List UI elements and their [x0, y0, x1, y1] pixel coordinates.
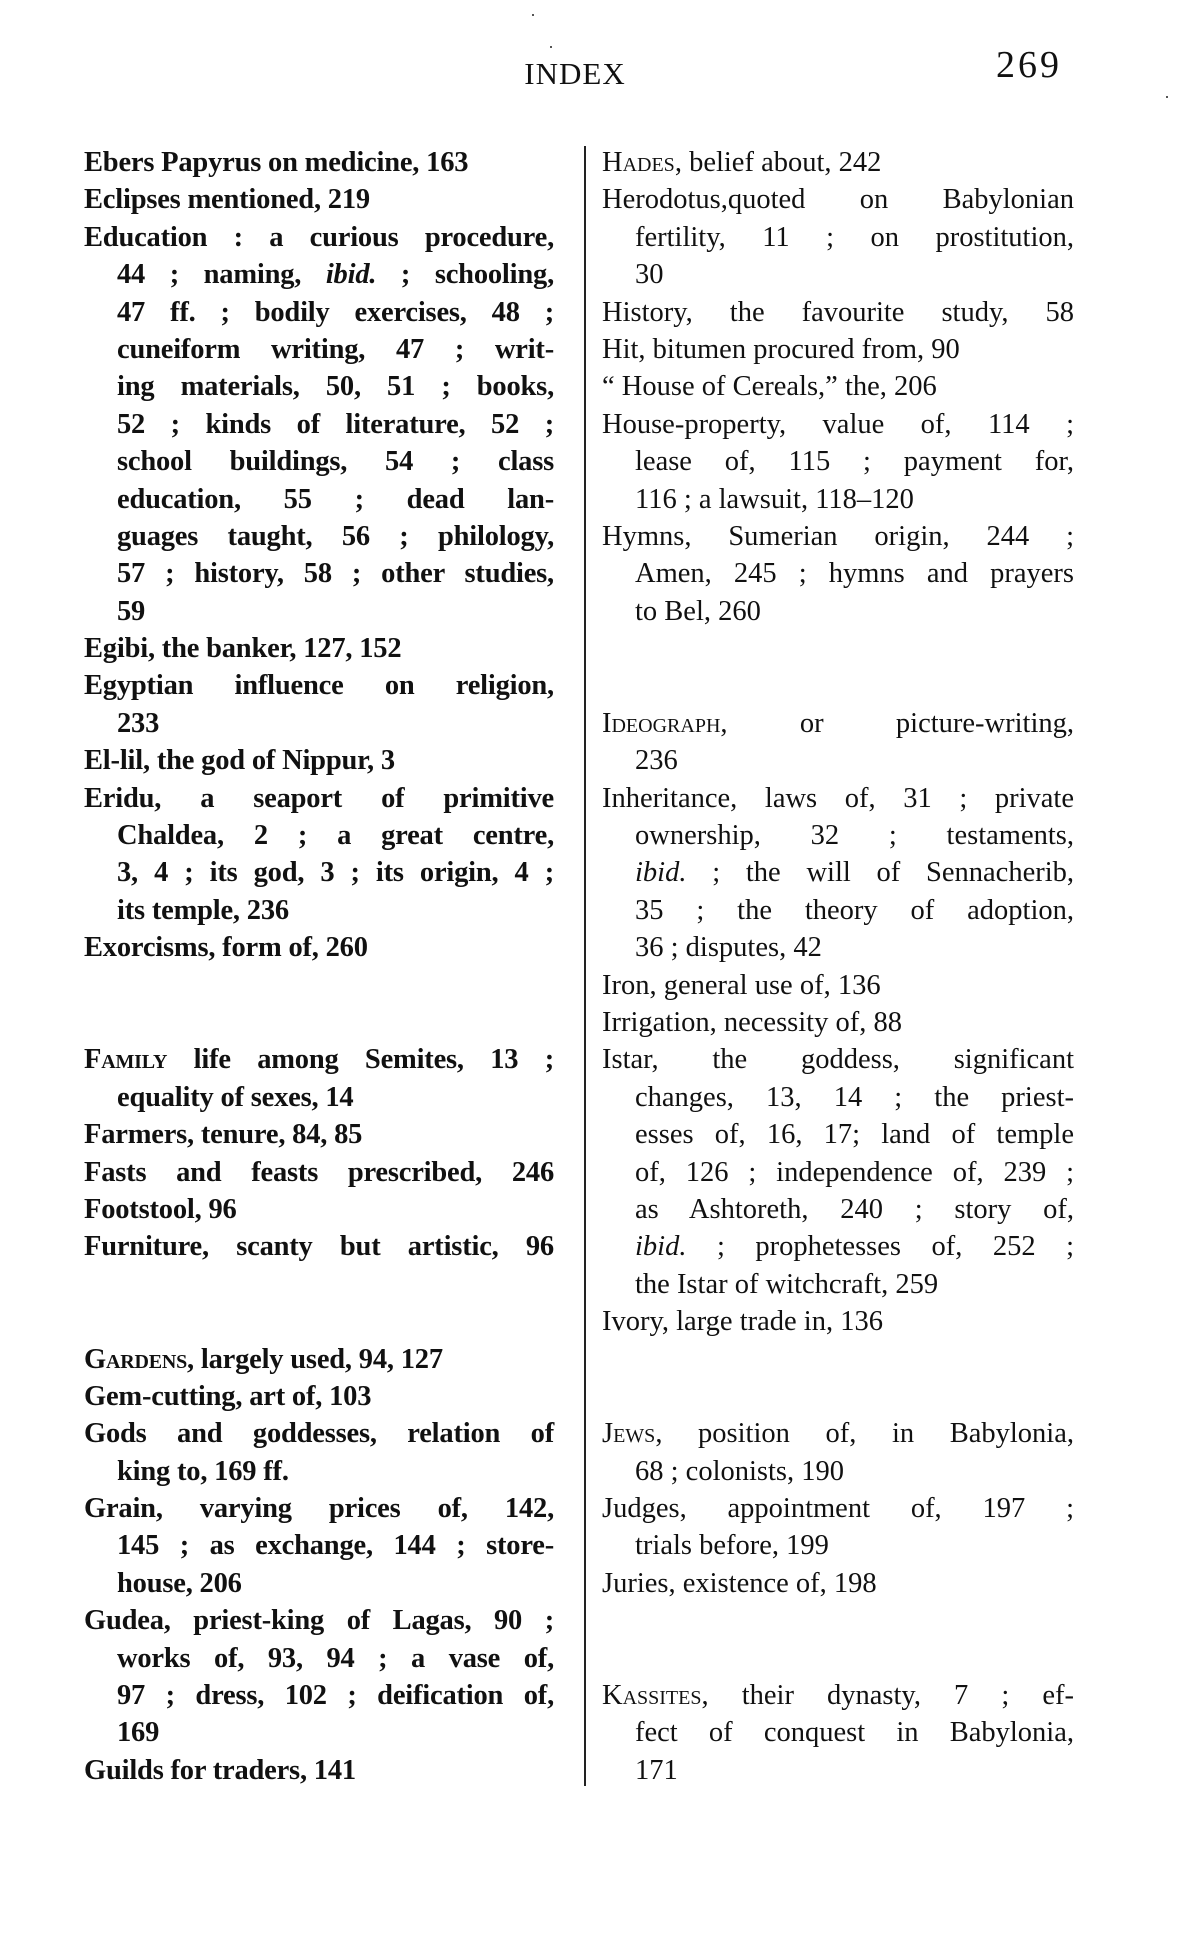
index-entry-continuation — [84, 256, 554, 293]
index-entry-continuation: 59 — [117, 595, 146, 627]
index-entry-continuation: house, 206 — [117, 1567, 242, 1599]
index-entry-continuation: king to, 169 ff. — [117, 1455, 289, 1487]
index-entry-heading: Inheritance, laws of, 31 ; private — [602, 782, 1074, 814]
index-entry-continuation: its temple, 236 — [117, 894, 289, 926]
index-entry-heading: Eridu, a seaport of primitive — [84, 782, 554, 814]
page-number: 269 — [996, 44, 1062, 86]
index-column-right — [602, 144, 1074, 1789]
index-entry-continuation: 36 ; disputes, 42 — [635, 932, 822, 964]
index-entry-continuation: ing materials, 50, 51 ; books, — [117, 371, 554, 403]
index-headword: Hades — [602, 147, 675, 178]
index-entry-heading: Gem-cutting, art of, 103 — [84, 1380, 372, 1412]
blank-line — [84, 1303, 554, 1340]
index-entry-continuation: Amen, 245 ; hymns and prayers — [635, 558, 1074, 590]
index-entry-heading: Farmers, tenure, 84, 85 — [84, 1119, 363, 1151]
index-entry-continuation: 47 ff. ; bodily exercises, 48 ; — [117, 296, 554, 328]
index-entry-heading: History, the favourite study, 58 — [602, 296, 1074, 328]
index-entry-heading: Grain, varying prices of, 142, — [84, 1493, 554, 1525]
index-entry-heading: El-lil, the god of Nippur, 3 — [84, 745, 395, 777]
index-entry-continuation: cuneiform writing, 47 ; writ- — [117, 333, 554, 365]
entry-text: ; prophetesses of, 252 ; — [686, 1231, 1074, 1263]
index-entry-heading: Furniture, scanty but artistic, 96 — [84, 1231, 554, 1263]
index-entry-heading: Egyptian influence on religion, — [84, 670, 554, 702]
ibid-reference: ibid. — [635, 857, 687, 889]
index-entry-heading: Egibi, the banker, 127, 152 — [84, 633, 402, 665]
index-entry-heading: Juries, existence of, 198 — [602, 1567, 877, 1599]
index-entry-heading: Ivory, large trade in, 136 — [602, 1306, 883, 1338]
index-entry-heading — [602, 144, 1074, 181]
index-entry-continuation: 145 ; as exchange, 144 ; store- — [117, 1530, 554, 1562]
index-entry-continuation: trials before, 199 — [635, 1530, 829, 1562]
index-entry-heading: Guilds for traders, 141 — [84, 1754, 356, 1786]
blank-line — [602, 1602, 1074, 1639]
index-entry-continuation: 116 ; a lawsuit, 118–120 — [635, 483, 914, 515]
index-entry-continuation: the Istar of witchcraft, 259 — [635, 1268, 939, 1300]
ibid-reference: ibid. — [325, 259, 377, 291]
index-column-left — [84, 144, 554, 1789]
index-entry-continuation: 3, 4 ; its god, 3 ; its origin, 4 ; — [117, 857, 554, 889]
column-divider — [584, 146, 586, 1786]
blank-line — [602, 667, 1074, 704]
blank-line — [84, 967, 554, 1004]
index-entry-heading — [602, 705, 1074, 742]
entry-text: , position of, in Babylonia, — [655, 1418, 1074, 1450]
index-entry-continuation: 236 — [635, 745, 678, 777]
index-entry-heading: Iron, general use of, 136 — [602, 969, 881, 1001]
index-entry-continuation: changes, 13, 14 ; the priest- — [635, 1081, 1074, 1113]
index-entry-continuation — [602, 854, 1074, 891]
index-entry-heading: Hit, bitumen procured from, 90 — [602, 333, 960, 365]
index-entry-heading — [84, 1341, 554, 1378]
index-entry-heading: Herodotus,quoted on Babylonian — [602, 184, 1074, 216]
index-entry-heading: Hymns, Sumerian origin, 244 ; — [602, 520, 1074, 552]
index-entry-heading: Fasts and feasts prescribed, 246 — [84, 1156, 554, 1188]
print-speck — [532, 14, 534, 16]
print-speck — [550, 46, 552, 48]
index-entry-continuation: esses of, 16, 17; land of temple — [635, 1119, 1074, 1151]
blank-line — [602, 1341, 1074, 1378]
index-headword: Jews — [602, 1418, 656, 1450]
index-entry-heading: Istar, the goddess, significant — [602, 1044, 1074, 1076]
index-entry-continuation: guages taught, 56 ; philology, — [117, 520, 554, 552]
index-headword: Gardens — [84, 1343, 188, 1375]
index-entry-continuation: 57 ; history, 58 ; other studies, — [117, 558, 554, 590]
entry-text: ; schooling, — [376, 259, 554, 291]
index-entry-heading: Gods and goddesses, relation of — [84, 1418, 554, 1450]
index-entry-heading: House-property, value of, 114 ; — [602, 408, 1074, 440]
index-entry-continuation: 68 ; colonists, 190 — [635, 1455, 845, 1487]
index-entry-continuation: 52 ; kinds of literature, 52 ; — [117, 408, 554, 440]
index-entry-continuation: Chaldea, 2 ; a great centre, — [117, 820, 554, 852]
print-speck — [1166, 96, 1168, 98]
index-headword: Kassites — [602, 1680, 702, 1712]
index-headword: Ideograph — [602, 707, 721, 739]
index-entry-continuation: works of, 93, 94 ; a vase of, — [117, 1642, 554, 1674]
entry-text: , their dynasty, 7 ; ef- — [701, 1680, 1074, 1712]
index-entry-heading: Eclipses mentioned, 219 — [84, 184, 370, 216]
entry-text: , largely used, 94, 127 — [187, 1343, 443, 1375]
blank-line — [602, 630, 1074, 667]
index-entry-continuation: equality of sexes, 14 — [117, 1081, 354, 1113]
index-entry-continuation: to Bel, 260 — [635, 595, 761, 627]
index-entry-heading — [602, 1677, 1074, 1714]
index-entry-heading — [602, 1415, 1074, 1452]
index-entry-continuation: school buildings, 54 ; class — [117, 446, 554, 478]
running-header-title: INDEX — [524, 56, 626, 91]
index-entry-heading — [84, 1041, 554, 1078]
index-entry-continuation: lease of, 115 ; payment for, — [635, 446, 1074, 478]
index-entry-continuation: as Ashtoreth, 240 ; story of, — [635, 1193, 1074, 1225]
index-entry-continuation: 30 — [635, 259, 664, 291]
index-entry-heading: “ House of Cereals,” the, 206 — [602, 371, 937, 403]
index-entry-continuation: 97 ; dress, 102 ; deification of, — [117, 1680, 554, 1712]
blank-line — [602, 1378, 1074, 1415]
entry-text: , or picture-writing, — [720, 707, 1074, 739]
index-entry-continuation: fertility, 11 ; on prostitution, — [635, 221, 1074, 253]
entry-text: ; the will of Sennacherib, — [686, 857, 1074, 889]
index-entry-heading: Judges, appointment of, 197 ; — [602, 1493, 1074, 1525]
index-entry-continuation: 169 — [117, 1717, 160, 1749]
index-entry-heading: Ebers Papyrus on medicine, 163 — [84, 147, 469, 178]
index-entry-continuation: of, 126 ; independence of, 239 ; — [635, 1156, 1074, 1188]
index-entry-heading: Education : a curious procedure, — [84, 221, 554, 253]
index-entry-continuation: 171 — [635, 1754, 678, 1786]
index-entry-heading: Irrigation, necessity of, 88 — [602, 1006, 902, 1038]
index-entry-continuation: 233 — [117, 707, 160, 739]
index-headword: Family — [84, 1044, 168, 1076]
blank-line — [84, 1004, 554, 1041]
entry-text: life among Semites, 13 ; — [167, 1044, 554, 1076]
index-entry-continuation: education, 55 ; dead lan- — [117, 483, 554, 515]
ibid-reference: ibid. — [635, 1231, 687, 1263]
index-entry-continuation — [602, 1228, 1074, 1265]
index-entry-continuation: 35 ; the theory of adoption, — [635, 894, 1074, 926]
index-entry-continuation: fect of conquest in Babylonia, — [635, 1717, 1074, 1749]
entry-text: , belief about, 242 — [674, 147, 882, 178]
index-entry-heading: Exorcisms, form of, 260 — [84, 932, 368, 964]
blank-line — [84, 1266, 554, 1303]
entry-text: 44 ; naming, — [117, 259, 326, 291]
blank-line — [602, 1640, 1074, 1677]
index-entry-heading: Footstool, 96 — [84, 1193, 237, 1225]
index-entry-heading: Gudea, priest-king of Lagas, 90 ; — [84, 1605, 554, 1637]
index-entry-continuation: ownership, 32 ; testaments, — [635, 820, 1074, 852]
